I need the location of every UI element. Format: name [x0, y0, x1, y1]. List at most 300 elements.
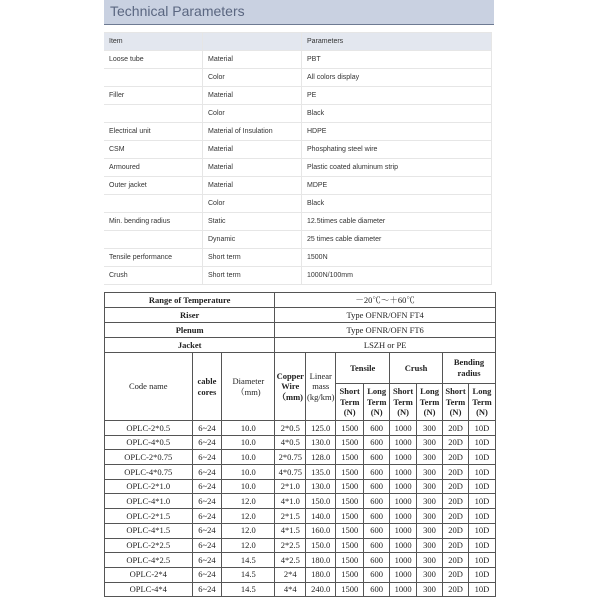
- spec-cell-text: 1500: [341, 540, 359, 551]
- table-cell: [104, 213, 203, 231]
- spec-cell-text: 1500: [341, 437, 359, 448]
- spec-cell-text: 600: [370, 495, 384, 506]
- spec-cell-text: 600: [370, 569, 384, 580]
- spec-cell-text: 6~24: [198, 584, 216, 595]
- spec-cell-text: 10.0: [240, 437, 256, 448]
- table-cell-text: Min. bending radius: [109, 218, 171, 225]
- table-cell-text: Loose tube: [109, 56, 144, 63]
- header-cell: [104, 33, 203, 51]
- table-cell: [203, 177, 302, 195]
- copper-header-text: Copper Wire（mm): [276, 370, 304, 402]
- table-cell-text: Filler: [109, 92, 125, 99]
- spec-cell-text: 1000: [394, 481, 412, 492]
- spec-cell-text: OPLC-2*1.5: [126, 510, 171, 521]
- spec-cell-text: OPLC-4*1.5: [126, 525, 171, 536]
- spec-top-row: [105, 338, 496, 353]
- spec-cell: [364, 421, 390, 436]
- spec-cell: [443, 538, 469, 553]
- table-cell: [104, 123, 203, 141]
- spec-cell: [275, 509, 306, 524]
- spec-cell: [306, 509, 336, 524]
- spec-cell-text: 150.0: [311, 495, 331, 506]
- spec-cell: [417, 479, 443, 494]
- spec-cell: [468, 494, 495, 509]
- spec-cell: [306, 450, 336, 465]
- long-term-header-text: Long Term (N): [366, 386, 387, 418]
- spec-cell-text: 300: [423, 569, 436, 580]
- table-cell-text: Tensile performance: [109, 254, 173, 261]
- table-cell: [302, 141, 492, 159]
- spec-label: [105, 323, 275, 338]
- table-cell: [302, 159, 492, 177]
- spec-cell-text: 2*1.5: [280, 510, 300, 521]
- diameter-header: [222, 353, 275, 421]
- spec-cell-text: 600: [370, 554, 384, 565]
- spec-cell: [275, 553, 306, 568]
- spec-cell-text: 300: [423, 584, 436, 595]
- spec-top-row: [105, 323, 496, 338]
- table-cell: [302, 177, 492, 195]
- crush-header-text: Crush: [404, 362, 428, 373]
- spec-cell: [364, 509, 390, 524]
- spec-cell: [275, 479, 306, 494]
- spec-row: [105, 479, 496, 494]
- spec-cell-text: 600: [370, 422, 384, 433]
- spec-cell: [275, 421, 306, 436]
- spec-cell-text: 140.0: [311, 510, 331, 521]
- spec-cell: [192, 538, 222, 553]
- table-cell-text: Color: [208, 200, 225, 207]
- spec-cell: [443, 582, 469, 597]
- spec-cell-text: 300: [423, 495, 436, 506]
- spec-row: [105, 538, 496, 553]
- table-cell-text: MDPE: [307, 182, 328, 189]
- spec-cell-text: 6~24: [198, 569, 216, 580]
- diameter-header-text: Diameter（mm): [232, 375, 265, 397]
- spec-cell: [105, 435, 193, 450]
- spec-cell-text: 1000: [394, 422, 412, 433]
- short-term-header: [443, 384, 469, 421]
- spec-cell: [192, 494, 222, 509]
- spec-cell: [105, 465, 193, 480]
- spec-cell-text: 1000: [394, 584, 412, 595]
- spec-cell: [443, 553, 469, 568]
- spec-row: [105, 553, 496, 568]
- table-row: [104, 69, 492, 87]
- spec-cell-text: 240.0: [311, 584, 331, 595]
- spec-cell-text: 1000: [394, 540, 412, 551]
- spec-cell: [275, 435, 306, 450]
- spec-cell-text: OPLC-4*2.5: [126, 554, 171, 565]
- table-cell: [302, 123, 492, 141]
- spec-cell: [336, 494, 364, 509]
- spec-cell: [417, 465, 443, 480]
- long-term-header: [417, 384, 443, 421]
- spec-cell: [336, 582, 364, 597]
- spec-cell: [105, 553, 193, 568]
- spec-cell: [275, 494, 306, 509]
- spec-cell: [417, 582, 443, 597]
- spec-cell: [222, 538, 275, 553]
- spec-table: [104, 292, 496, 597]
- spec-cell: [417, 509, 443, 524]
- spec-cell: [390, 582, 417, 597]
- table-cell-text: Electrical unit: [109, 128, 151, 135]
- short-term-header: [390, 384, 417, 421]
- spec-cell-text: 12.0: [240, 525, 256, 536]
- spec-cell: [306, 553, 336, 568]
- table-cell: [302, 231, 492, 249]
- table-cell: [302, 87, 492, 105]
- spec-label: [105, 338, 275, 353]
- table-cell: [302, 51, 492, 69]
- mass-header-text: Linear mass (kg/km): [307, 370, 335, 402]
- spec-cell-text: 128.0: [311, 451, 331, 462]
- table-cell: [302, 267, 492, 285]
- spec-cell-text: 1000: [394, 495, 412, 506]
- spec-cell-text: 2*0.75: [278, 451, 302, 462]
- spec-value: [275, 323, 496, 338]
- spec-cell: [336, 450, 364, 465]
- spec-cell-text: 2*4: [283, 569, 297, 580]
- spec-cell: [275, 538, 306, 553]
- table-cell-text: Color: [208, 110, 225, 117]
- spec-cell-text: 150.0: [311, 540, 331, 551]
- spec-cell: [443, 450, 469, 465]
- crush-header: [390, 353, 443, 384]
- spec-cell-text: 1000: [394, 451, 412, 462]
- table-cell-text: PBT: [307, 56, 321, 63]
- spec-cell-text: 1000: [394, 554, 412, 565]
- table-cell-text: CSM: [109, 146, 125, 153]
- spec-row: [105, 523, 496, 538]
- spec-cell-text: 10.0: [240, 481, 256, 492]
- spec-cell: [105, 582, 193, 597]
- spec-cell: [364, 553, 390, 568]
- spec-cell: [222, 479, 275, 494]
- spec-cell: [222, 421, 275, 436]
- spec-cell-text: OPLC-2*0.75: [124, 451, 173, 462]
- spec-cell: [336, 435, 364, 450]
- table-cell-text: Material: [208, 92, 233, 99]
- spec-cell-text: 10.0: [240, 422, 256, 433]
- table-row: [104, 159, 492, 177]
- spec-label: [105, 308, 275, 323]
- spec-cell: [443, 435, 469, 450]
- spec-cell-text: OPLC-2*2.5: [126, 540, 171, 551]
- spec-cell: [443, 421, 469, 436]
- spec-cell-text: 600: [370, 510, 384, 521]
- table-cell-text: All colors display: [307, 74, 360, 81]
- spec-value: [275, 293, 496, 308]
- spec-cell-text: 6~24: [198, 481, 216, 492]
- spec-cell: [468, 450, 495, 465]
- long-term-header: [364, 384, 390, 421]
- spec-cell-text: 20D: [448, 525, 463, 536]
- spec-cell: [443, 509, 469, 524]
- spec-cell: [443, 567, 469, 582]
- spec-cell-text: 1500: [341, 451, 359, 462]
- spec-cell: [336, 523, 364, 538]
- spec-cell: [336, 421, 364, 436]
- spec-cell: [417, 523, 443, 538]
- spec-cell-text: 1500: [341, 569, 359, 580]
- spec-cell-text: 600: [370, 466, 384, 477]
- spec-cell: [390, 523, 417, 538]
- table-cell-text: 12.5times cable diameter: [307, 218, 386, 225]
- spec-cell-text: 10D: [474, 481, 490, 492]
- spec-cell-text: 300: [423, 437, 436, 448]
- spec-label-text: Riser: [179, 309, 200, 320]
- spec-cell-text: 180.0: [311, 569, 331, 580]
- spec-cell-text: OPLC-2*0.5: [126, 422, 171, 433]
- spec-cell-text: OPLC-4*0.5: [126, 437, 171, 448]
- spec-cell: [306, 421, 336, 436]
- spec-cell: [390, 494, 417, 509]
- section-title: Technical Parameters: [110, 3, 245, 19]
- spec-cell-text: 10D: [474, 437, 490, 448]
- header-cell: [203, 33, 302, 51]
- spec-cell: [306, 567, 336, 582]
- table-row: [104, 105, 492, 123]
- spec-row: [105, 435, 496, 450]
- table-row: [104, 87, 492, 105]
- spec-cell-text: 10D: [474, 466, 490, 477]
- spec-cell-text: 600: [370, 540, 384, 551]
- spec-cell: [192, 582, 222, 597]
- spec-cell-text: OPLC-2*4: [129, 569, 167, 580]
- spec-cell: [390, 567, 417, 582]
- table-cell: [104, 267, 203, 285]
- spec-cell-text: 10D: [474, 525, 490, 536]
- spec-cell-text: 600: [370, 481, 384, 492]
- spec-cell: [306, 494, 336, 509]
- spec-cell: [390, 465, 417, 480]
- spec-cell: [364, 523, 390, 538]
- spec-cell-text: 6~24: [198, 466, 216, 477]
- table-cell: [302, 69, 492, 87]
- spec-cell: [336, 465, 364, 480]
- spec-cell-text: 600: [370, 437, 384, 448]
- spec-cell-text: 20D: [448, 510, 463, 521]
- spec-cell-text: 1000: [394, 437, 412, 448]
- spec-cell: [192, 465, 222, 480]
- spec-cell: [390, 479, 417, 494]
- table-cell: [104, 195, 203, 213]
- spec-cell: [390, 421, 417, 436]
- spec-label-text: Jacket: [177, 339, 202, 350]
- spec-cell: [417, 450, 443, 465]
- header-cell-text: Item: [109, 38, 123, 45]
- table-cell-text: Dynamic: [208, 236, 236, 243]
- cores-header-text: cable cores: [197, 375, 217, 397]
- table-cell: [203, 195, 302, 213]
- table-cell: [104, 105, 203, 123]
- spec-cell: [468, 479, 495, 494]
- spec-cell-text: 600: [370, 584, 384, 595]
- spec-cell: [364, 450, 390, 465]
- spec-cell-text: 6~24: [198, 451, 216, 462]
- spec-cell: [192, 435, 222, 450]
- table-cell: [104, 51, 203, 69]
- spec-cell-text: 14.5: [240, 584, 256, 595]
- spec-cell: [443, 479, 469, 494]
- code-header: [105, 353, 193, 421]
- spec-row: [105, 421, 496, 436]
- spec-label-text: Range of Temperature: [148, 294, 231, 305]
- header-cell: [302, 33, 492, 51]
- spec-cell: [222, 567, 275, 582]
- spec-cell-text: 1000: [394, 525, 412, 536]
- spec-cell: [105, 450, 193, 465]
- spec-cell: [306, 582, 336, 597]
- bending-header: [443, 353, 496, 384]
- table-cell-text: Plastic coated aluminum strip: [307, 164, 399, 171]
- table-cell-text: Armoured: [109, 164, 140, 171]
- table-cell: [203, 231, 302, 249]
- spec-cell-text: 1500: [341, 554, 359, 565]
- spec-label: [105, 293, 275, 308]
- spec-cell: [417, 567, 443, 582]
- table-cell: [104, 231, 203, 249]
- spec-cell-text: 20D: [448, 422, 463, 433]
- tensile-header: [336, 353, 390, 384]
- spec-cell: [306, 465, 336, 480]
- spec-cell: [468, 421, 495, 436]
- spec-cell: [222, 435, 275, 450]
- spec-cell-text: 4*4: [283, 584, 297, 595]
- spec-value-text: Type OFNR/OFN FT6: [346, 324, 424, 335]
- spec-row: [105, 494, 496, 509]
- spec-cell: [468, 567, 495, 582]
- table-cell-text: HDPE: [307, 128, 327, 135]
- spec-value-text: －20℃～＋60℃: [355, 294, 415, 305]
- spec-row: [105, 465, 496, 480]
- spec-cell: [364, 494, 390, 509]
- spec-cell: [105, 479, 193, 494]
- spec-cell-text: OPLC-2*1.0: [126, 481, 171, 492]
- table-cell: [203, 123, 302, 141]
- spec-cell: [222, 553, 275, 568]
- spec-cell-text: 1000: [394, 466, 412, 477]
- spec-cell: [468, 509, 495, 524]
- spec-cell: [105, 523, 193, 538]
- spec-cell: [417, 494, 443, 509]
- table-row: [104, 51, 492, 69]
- spec-cell: [390, 435, 417, 450]
- spec-cell-text: 6~24: [198, 525, 216, 536]
- table-cell-text: Outer jacket: [109, 182, 147, 189]
- spec-cell: [336, 538, 364, 553]
- spec-cell-text: 20D: [448, 554, 463, 565]
- spec-cell-text: 300: [423, 540, 436, 551]
- table-cell-text: PE: [307, 92, 317, 99]
- spec-cell: [390, 553, 417, 568]
- spec-cell: [364, 479, 390, 494]
- spec-cell: [390, 509, 417, 524]
- spec-cell-text: 1000: [394, 569, 412, 580]
- code-header-text: Code name: [129, 381, 168, 392]
- spec-cell-text: 2*0.5: [280, 422, 300, 433]
- spec-cell: [222, 582, 275, 597]
- table-cell-text: Material: [208, 56, 233, 63]
- spec-cell: [306, 538, 336, 553]
- spec-cell-text: 300: [423, 554, 436, 565]
- spec-cell-text: 6~24: [198, 554, 216, 565]
- spec-cell-text: 300: [423, 525, 436, 536]
- spec-cell-text: 12.0: [240, 540, 256, 551]
- spec-cell-text: 180.0: [311, 554, 331, 565]
- spec-cell: [443, 494, 469, 509]
- table-cell: [104, 249, 203, 267]
- table-row: [104, 213, 492, 231]
- spec-label-text: Plenum: [175, 324, 204, 335]
- table-row: [104, 231, 492, 249]
- table-row: [104, 195, 492, 213]
- spec-cell: [275, 450, 306, 465]
- spec-cell-text: 300: [423, 422, 436, 433]
- spec-cell: [275, 582, 306, 597]
- spec-cell: [364, 538, 390, 553]
- spec-cell-text: 2*2.5: [280, 540, 300, 551]
- spec-cell-text: 1500: [341, 466, 359, 477]
- spec-cell: [222, 523, 275, 538]
- table-cell: [302, 249, 492, 267]
- spec-cell-text: 1500: [341, 525, 359, 536]
- table-cell-text: Black: [307, 200, 325, 207]
- table-cell-text: Static: [208, 218, 226, 225]
- spec-cell: [105, 421, 193, 436]
- spec-cell: [275, 567, 306, 582]
- spec-cell-text: 1500: [341, 481, 359, 492]
- spec-row: [105, 509, 496, 524]
- table-row: [104, 123, 492, 141]
- spec-cell-text: 1000: [394, 510, 412, 521]
- spec-cell-text: 6~24: [198, 540, 216, 551]
- spec-cell-text: 20D: [448, 481, 463, 492]
- spec-cell: [390, 450, 417, 465]
- spec-cell-text: 10D: [474, 584, 490, 595]
- table-cell: [104, 69, 203, 87]
- spec-cell-text: OPLC-4*0.75: [124, 466, 173, 477]
- spec-cell-text: 1500: [341, 584, 359, 595]
- spec-cell-text: 4*0.75: [278, 466, 302, 477]
- spec-cell: [417, 435, 443, 450]
- spec-cell: [417, 553, 443, 568]
- spec-cell-text: 20D: [448, 584, 463, 595]
- table-cell-text: Material: [208, 146, 233, 153]
- spec-cell-text: 300: [423, 481, 436, 492]
- spec-cell-text: 1500: [341, 495, 359, 506]
- spec-row: [105, 450, 496, 465]
- spec-cell-text: 14.5: [240, 554, 256, 565]
- spec-cell-text: 300: [423, 466, 436, 477]
- spec-top-row: [105, 308, 496, 323]
- spec-cell: [222, 494, 275, 509]
- spec-cell-text: 6~24: [198, 422, 216, 433]
- spec-cell: [468, 523, 495, 538]
- table-cell: [203, 267, 302, 285]
- spec-cell-text: 10.0: [240, 451, 256, 462]
- spec-cell: [192, 553, 222, 568]
- spec-cell: [105, 494, 193, 509]
- spec-cell: [468, 465, 495, 480]
- spec-cell-text: 20D: [448, 451, 463, 462]
- spec-cell: [192, 509, 222, 524]
- long-term-header-text: Long Term (N): [419, 386, 440, 418]
- spec-cell: [192, 523, 222, 538]
- spec-cell: [468, 435, 495, 450]
